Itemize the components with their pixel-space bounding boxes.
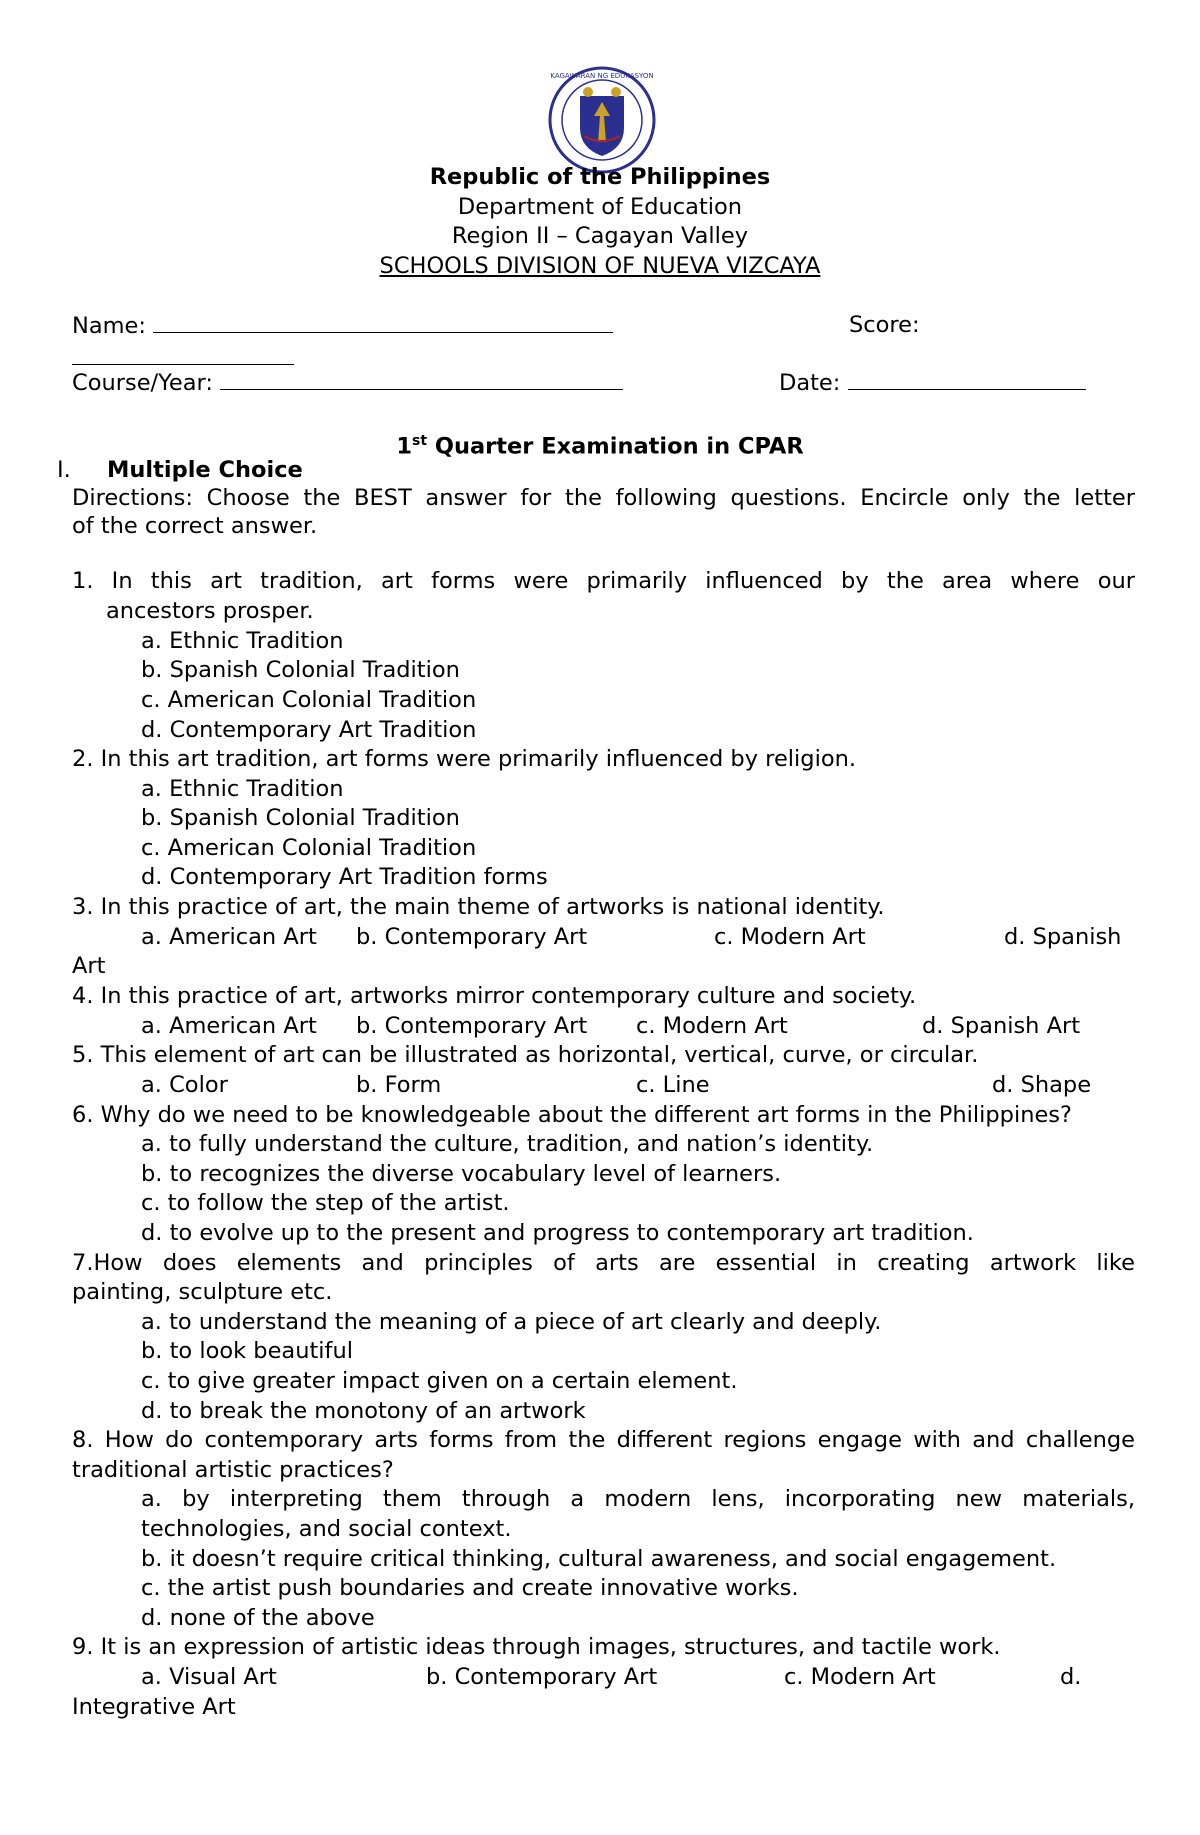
directions-line-1: Directions: Choose the BEST answer for the following questions. Encircle only the letter — [72, 485, 1135, 511]
directions-line-2: of the correct answer. — [72, 513, 318, 539]
q8-option-c: c. the artist push boundaries and create innovative works. — [141, 1575, 799, 1601]
q4-option-d: d. Spanish Art — [922, 1013, 1081, 1039]
q8-option-b: b. it doesn’t require critical thinking, cultural awareness, and social engagement. — [141, 1546, 1057, 1572]
q3-option-c: c. Modern Art — [714, 924, 866, 950]
question-3: 3. In this practice of art, the main theme of artworks is national identity. — [72, 894, 885, 920]
q7-option-d: d. to break the monotony of an artwork — [141, 1398, 586, 1424]
country-title: Republic of the Philippines — [429, 164, 771, 190]
q3-option-b: b. Contemporary Art — [356, 924, 588, 950]
q9-option-b: b. Contemporary Art — [426, 1664, 658, 1690]
question-8-line-2: traditional artistic practices? — [72, 1457, 394, 1483]
q2-option-d: d. Contemporary Art Tradition forms — [141, 864, 548, 890]
name-blank[interactable] — [153, 310, 613, 333]
q2-option-a: a. Ethnic Tradition — [141, 776, 344, 802]
question-7-line-1: 7.How does elements and principles of arts are essential in creating artwork like — [72, 1250, 1135, 1276]
q7-option-a: a. to understand the meaning of a piece of art clearly and deeply. — [141, 1309, 882, 1335]
division-name: SCHOOLS DIVISION OF NUEVA VIZCAYA — [379, 253, 821, 279]
q4-option-a: a. American Art — [141, 1013, 317, 1039]
q9-option-d-cont: Integrative Art — [72, 1694, 236, 1720]
date-label: Date: — [779, 370, 841, 396]
q3-option-a: a. American Art — [141, 924, 317, 950]
q1-option-b: b. Spanish Colonial Tradition — [141, 657, 460, 683]
q1-option-a: a. Ethnic Tradition — [141, 628, 344, 654]
section-number: I. — [57, 457, 71, 483]
department-name: Department of Education — [457, 194, 743, 220]
q1-option-d: d. Contemporary Art Tradition — [141, 717, 477, 743]
seal-text: KAGAWARAN NG EDUKASYON — [550, 72, 654, 80]
name-field — [72, 310, 613, 341]
q7-option-c: c. to give greater impact given on a certain element. — [141, 1368, 738, 1394]
question-1-line-1: 1. In this art tradition, art forms were primarily influenced by the area where our — [72, 568, 1135, 594]
q9-option-d: d. — [1060, 1664, 1082, 1690]
question-7-line-2: painting, sculpture etc. — [72, 1279, 333, 1305]
q5-option-b: b. Form — [356, 1072, 442, 1098]
q5-option-d: d. Shape — [992, 1072, 1092, 1098]
q4-option-c: c. Modern Art — [636, 1013, 788, 1039]
q2-option-b: b. Spanish Colonial Tradition — [141, 805, 460, 831]
q7-option-b: b. to look beautiful — [141, 1338, 353, 1364]
score-blank[interactable] — [72, 342, 294, 365]
deped-seal-icon — [548, 66, 656, 174]
q8-option-d: d. none of the above — [141, 1605, 375, 1631]
q3-option-d-cont: Art — [72, 953, 106, 979]
q9-option-a: a. Visual Art — [141, 1664, 277, 1690]
question-6: 6. Why do we need to be knowledgeable about the different art forms in the Philippines? — [72, 1102, 1072, 1128]
exam-title-rest: Quarter Examination in CPAR — [427, 433, 804, 460]
q6-option-a: a. to fully understand the culture, tradition, and nation’s identity. — [141, 1131, 874, 1157]
question-5: 5. This element of art can be illustrated as horizontal, vertical, curve, or circular. — [72, 1042, 979, 1068]
q6-option-d: d. to evolve up to the present and progress to contemporary art tradition. — [141, 1220, 974, 1246]
q2-option-c: c. American Colonial Tradition — [141, 835, 477, 861]
region-name: Region II – Cagayan Valley — [451, 223, 749, 249]
question-9: 9. It is an expression of artistic ideas through images, structures, and tactile work. — [72, 1634, 1001, 1660]
name-label: Name: — [72, 313, 146, 339]
q5-option-a: a. Color — [141, 1072, 228, 1098]
section-title: Multiple Choice — [107, 457, 303, 483]
date-field — [779, 367, 1086, 398]
score-label: Score: — [849, 312, 920, 338]
q1-option-c: c. American Colonial Tradition — [141, 687, 477, 713]
question-1-line-2: ancestors prosper. — [106, 598, 314, 624]
date-blank[interactable] — [848, 367, 1086, 390]
question-2: 2. In this art tradition, art forms were primarily influenced by religion. — [72, 746, 856, 772]
question-4: 4. In this practice of art, artworks mirror contemporary culture and society. — [72, 983, 917, 1009]
q8-option-a-line-1: a. by interpreting them through a modern lens, incorporating new materials, — [141, 1486, 1135, 1512]
q8-option-a-line-2: technologies, and social context. — [141, 1516, 512, 1542]
course-label: Course/Year: — [72, 370, 213, 396]
question-8-line-1: 8. How do contemporary arts forms from the different regions engage with and challenge — [72, 1427, 1135, 1453]
q5-option-c: c. Line — [636, 1072, 710, 1098]
exam-title-sup: st — [411, 433, 428, 449]
q6-option-c: c. to follow the step of the artist. — [141, 1190, 510, 1216]
q9-option-c: c. Modern Art — [784, 1664, 936, 1690]
q3-option-d: d. Spanish — [1004, 924, 1122, 950]
course-field — [72, 367, 623, 398]
exam-title-ord: 1 — [396, 433, 412, 460]
q4-option-b: b. Contemporary Art — [356, 1013, 588, 1039]
q6-option-b: b. to recognizes the diverse vocabulary level of learners. — [141, 1161, 782, 1187]
course-blank[interactable] — [220, 367, 623, 390]
